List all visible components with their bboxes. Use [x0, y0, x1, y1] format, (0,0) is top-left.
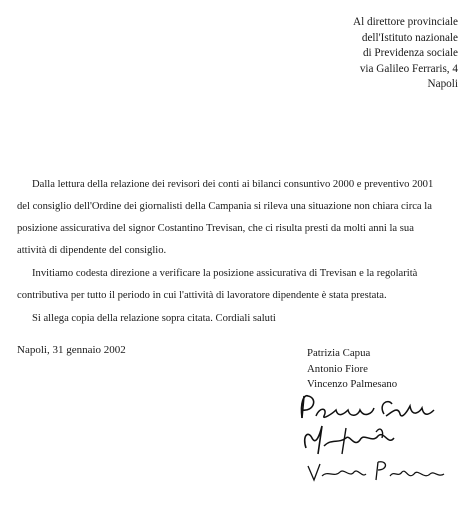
- body-line: contributiva per tutto il periodo in cui l'attività di lavoratore dipendente è stata prestata.: [17, 290, 387, 301]
- recipient-address: [353, 15, 458, 93]
- recipient-line: Al direttore provinciale: [353, 16, 458, 28]
- handwritten-signatures: [288, 388, 464, 488]
- body-line: Si allega copia della relazione sopra citata. Cordiali saluti: [32, 313, 276, 324]
- signer-name: Patrizia Capua: [307, 347, 371, 359]
- body-line: posizione assicurativa del signor Costantino Trevisan, che ci risulta presti da molti anni la sua: [17, 223, 414, 234]
- recipient-line: di Previdenza sociale: [362, 47, 458, 59]
- signature-fiore: [305, 426, 394, 454]
- signer-name: Vincenzo Palmesano: [307, 378, 398, 390]
- recipient-line: dell'Istituto nazionale: [361, 31, 458, 44]
- body-line: del consiglio dell'Ordine dei giornalisti della Campania si rileva una situazione non chiara circa la: [17, 201, 432, 212]
- signature-capua: [301, 396, 434, 418]
- signer-name: Antonio Fiore: [307, 362, 368, 375]
- signature-palmesano: [308, 462, 444, 480]
- signers-list: [307, 346, 397, 393]
- recipient-line: Napoli: [427, 78, 458, 90]
- recipient-line: via Galileo Ferraris, 4: [359, 62, 458, 75]
- place-date: Napoli, 31 gennaio 2002: [17, 344, 126, 356]
- body-line: Invitiamo codesta direzione a verificare la posizione assicurativa di Trevisan e la regolarità: [32, 268, 418, 279]
- body-line: Dalla lettura della relazione dei revisori dei conti ai bilanci consuntivo 2000 e preventivo 2001: [32, 179, 434, 190]
- body-line: attività di dipendente del consiglio.: [17, 245, 167, 256]
- letter-body: [17, 174, 459, 330]
